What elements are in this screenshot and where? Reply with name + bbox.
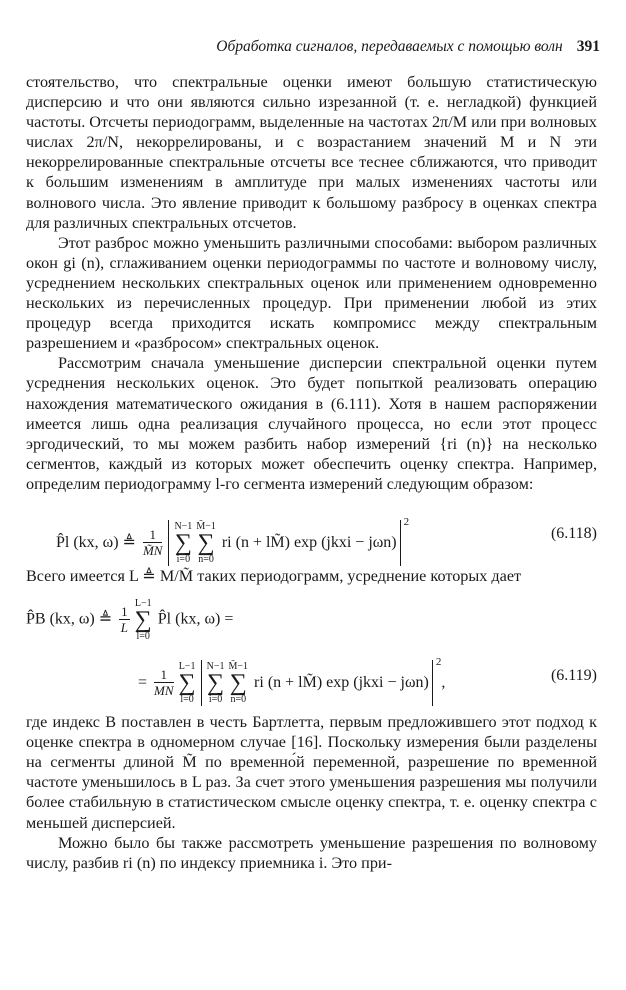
eq119-line1-rhs: P̂l (kx, ω) = [157, 610, 234, 628]
eq119-line-2: = $\frac{1}{MN}$ L−1 ∑ l=0 N−1 ∑ i=0 M̃−1 ∑ n=0 ri (n + lM̃) exp (jkxi − jωn)$^2$, [138, 656, 446, 706]
eq119-frac2-den: MN [154, 683, 174, 699]
paragraph-4: Всего имеется L ≜ M/M̃ таких периодограмм, усреднение которых дает [26, 566, 522, 585]
eq118-abs-bar-right [400, 520, 401, 566]
eq118-sum-n-bot: n=0 [198, 554, 214, 566]
eq119-body: ri (n + lM̃) exp (jkxi − jωn) [254, 674, 429, 692]
eq118-sum-i-top: N−1 [174, 521, 193, 533]
header-title: Обработка сигналов, передаваемых с помощью волн [216, 38, 563, 55]
eq119-sum-l-top: L−1 [178, 661, 196, 673]
eq118-sum-i-bot: i=0 [176, 554, 191, 566]
eq118-sum-n: M̃−1 ∑ n=0 [196, 521, 216, 566]
eq119-sum-l-bot: l=0 [180, 694, 194, 706]
eq119-sum-n: M̃−1 ∑ n=0 [228, 661, 249, 706]
eq118-sum-i: N−1 ∑ i=0 [174, 521, 193, 566]
eq119-sum-n-top: M̃−1 [228, 661, 249, 673]
paragraph-3: Рассмотрим сначала уменьшение дисперсии спектральной оценки путем усреднения нескольких оценок. Это будет попыткой реализовать операцию нахождения математического ожидания в (6.111). Хотя в нашем распоряжении имеется лишь одна реализация случайного процесса, но если этот процесс эргодический, то мы можем разбить набор измерений {ri (n)} на несколько сегментов, каждый из которых может обеспечить оценку спектра. Например, определим периодограмму l-го сегмента измерений следующим образом: [26, 354, 597, 493]
page-number: 391 [576, 38, 600, 55]
paragraph-1: стоятельство, что спектральные оценки имеют большую статистическую дисперсию и что они являются сильно изрезанной (т. е. негладкой) функцией частоты. Отсчеты периодограмм, выделенные на частотах 2π/M или при волновых числах 2π/N, некоррелированы, и с возрастанием значений M и N эти некоррелированные спектральные отсчеты все теснее сближаются, что приводит к большим изменениям в амплитуде при малых изменениях частоты или волнового числа. Это явление приводит к большому разбросу в оценках спектра для различных спектральных отсчетов. [26, 73, 597, 232]
eq118-lhs: P̂l (kx, ω) [56, 533, 119, 551]
eq119-power: 2 [435, 656, 442, 669]
eq119-suml-bot: l=0 [136, 631, 150, 643]
eq119-frac2-num: 1 [154, 668, 174, 683]
eq119-sum-i: N−1 ∑ i=0 [206, 661, 225, 706]
equation-6-118 [26, 502, 597, 566]
running-header [26, 38, 600, 60]
eq118-fraction [143, 528, 163, 558]
eq119-abs-bar-left [201, 660, 202, 706]
text-body [26, 72, 597, 873]
eq119-sum-l: L−1 ∑ l=0 [178, 661, 196, 706]
eq118-power: 2 [403, 515, 410, 528]
eq119-frac1-num: 1 [121, 604, 128, 620]
eq119-frac1-den: L [120, 620, 129, 636]
eq119-number: (6.119) [550, 667, 597, 685]
equation-6-119 [26, 592, 597, 712]
paragraph-6: Можно было бы также рассмотреть уменьшение разрешения по волновому числу, разбив ri (n) по индексу приемника i. Это при- [26, 833, 597, 872]
eq119-abs-bar-right [432, 660, 433, 706]
eq119-def-symbol: ≜ [98, 610, 113, 628]
eq119-sum-l-line1: L−1 ∑ l=0 [134, 598, 152, 643]
eq119-sum-i-top: N−1 [206, 661, 225, 673]
paragraph-5: где индекс B поставлен в честь Бартлетта, первым предложившего этот подход к оценке спектра в одномерном случае [16]. Поскольку измерения были разделены на сегменты длиной M̃ по временно́й переменной, разрешение по временной частоте уменьшилось в L раз. За счет этого уменьшения разрешения мы получили более стабильную в статистическом смысле оценку спектра, т. е. оценку спектра с меньшей дисперсией. [26, 713, 597, 832]
eq118-body: ri (n + lM̃) exp (jkxi − jωn) [221, 533, 397, 551]
eq118-number: (6.118) [550, 524, 597, 542]
eq119-line-1 [26, 598, 233, 642]
eq119-sum-n-bot: n=0 [230, 694, 247, 706]
eq118-abs-bar-left [168, 520, 169, 566]
eq118-frac-num: 1 [143, 528, 163, 543]
eq119-fraction-2 [154, 668, 174, 698]
eq119-suml-top: L−1 [134, 598, 152, 610]
eq118-frac-den: M̃N [142, 543, 163, 559]
paragraph-2: Этот разброс можно уменьшить различными способами: выбором различных окон gi (n), сглаживанием оценки периодограммы по частоте и волновому числу, усреднением нескольких спектральных оценок или применением одновременно нескольких из перечисленных процедур. При применении любой из этих процедур всегда приходится искать компромисс между спектральным разрешением и «разбросом» спектральных оценок. [26, 233, 597, 353]
eq119-sum-i-bot: i=0 [208, 694, 223, 706]
eq119-lhs: P̂B (kx, ω) [26, 610, 95, 628]
eq119-fraction-1 [119, 605, 130, 635]
eq118-def-symbol: ≜ [122, 533, 136, 551]
eq118-sum-n-top: M̃−1 [196, 521, 216, 533]
